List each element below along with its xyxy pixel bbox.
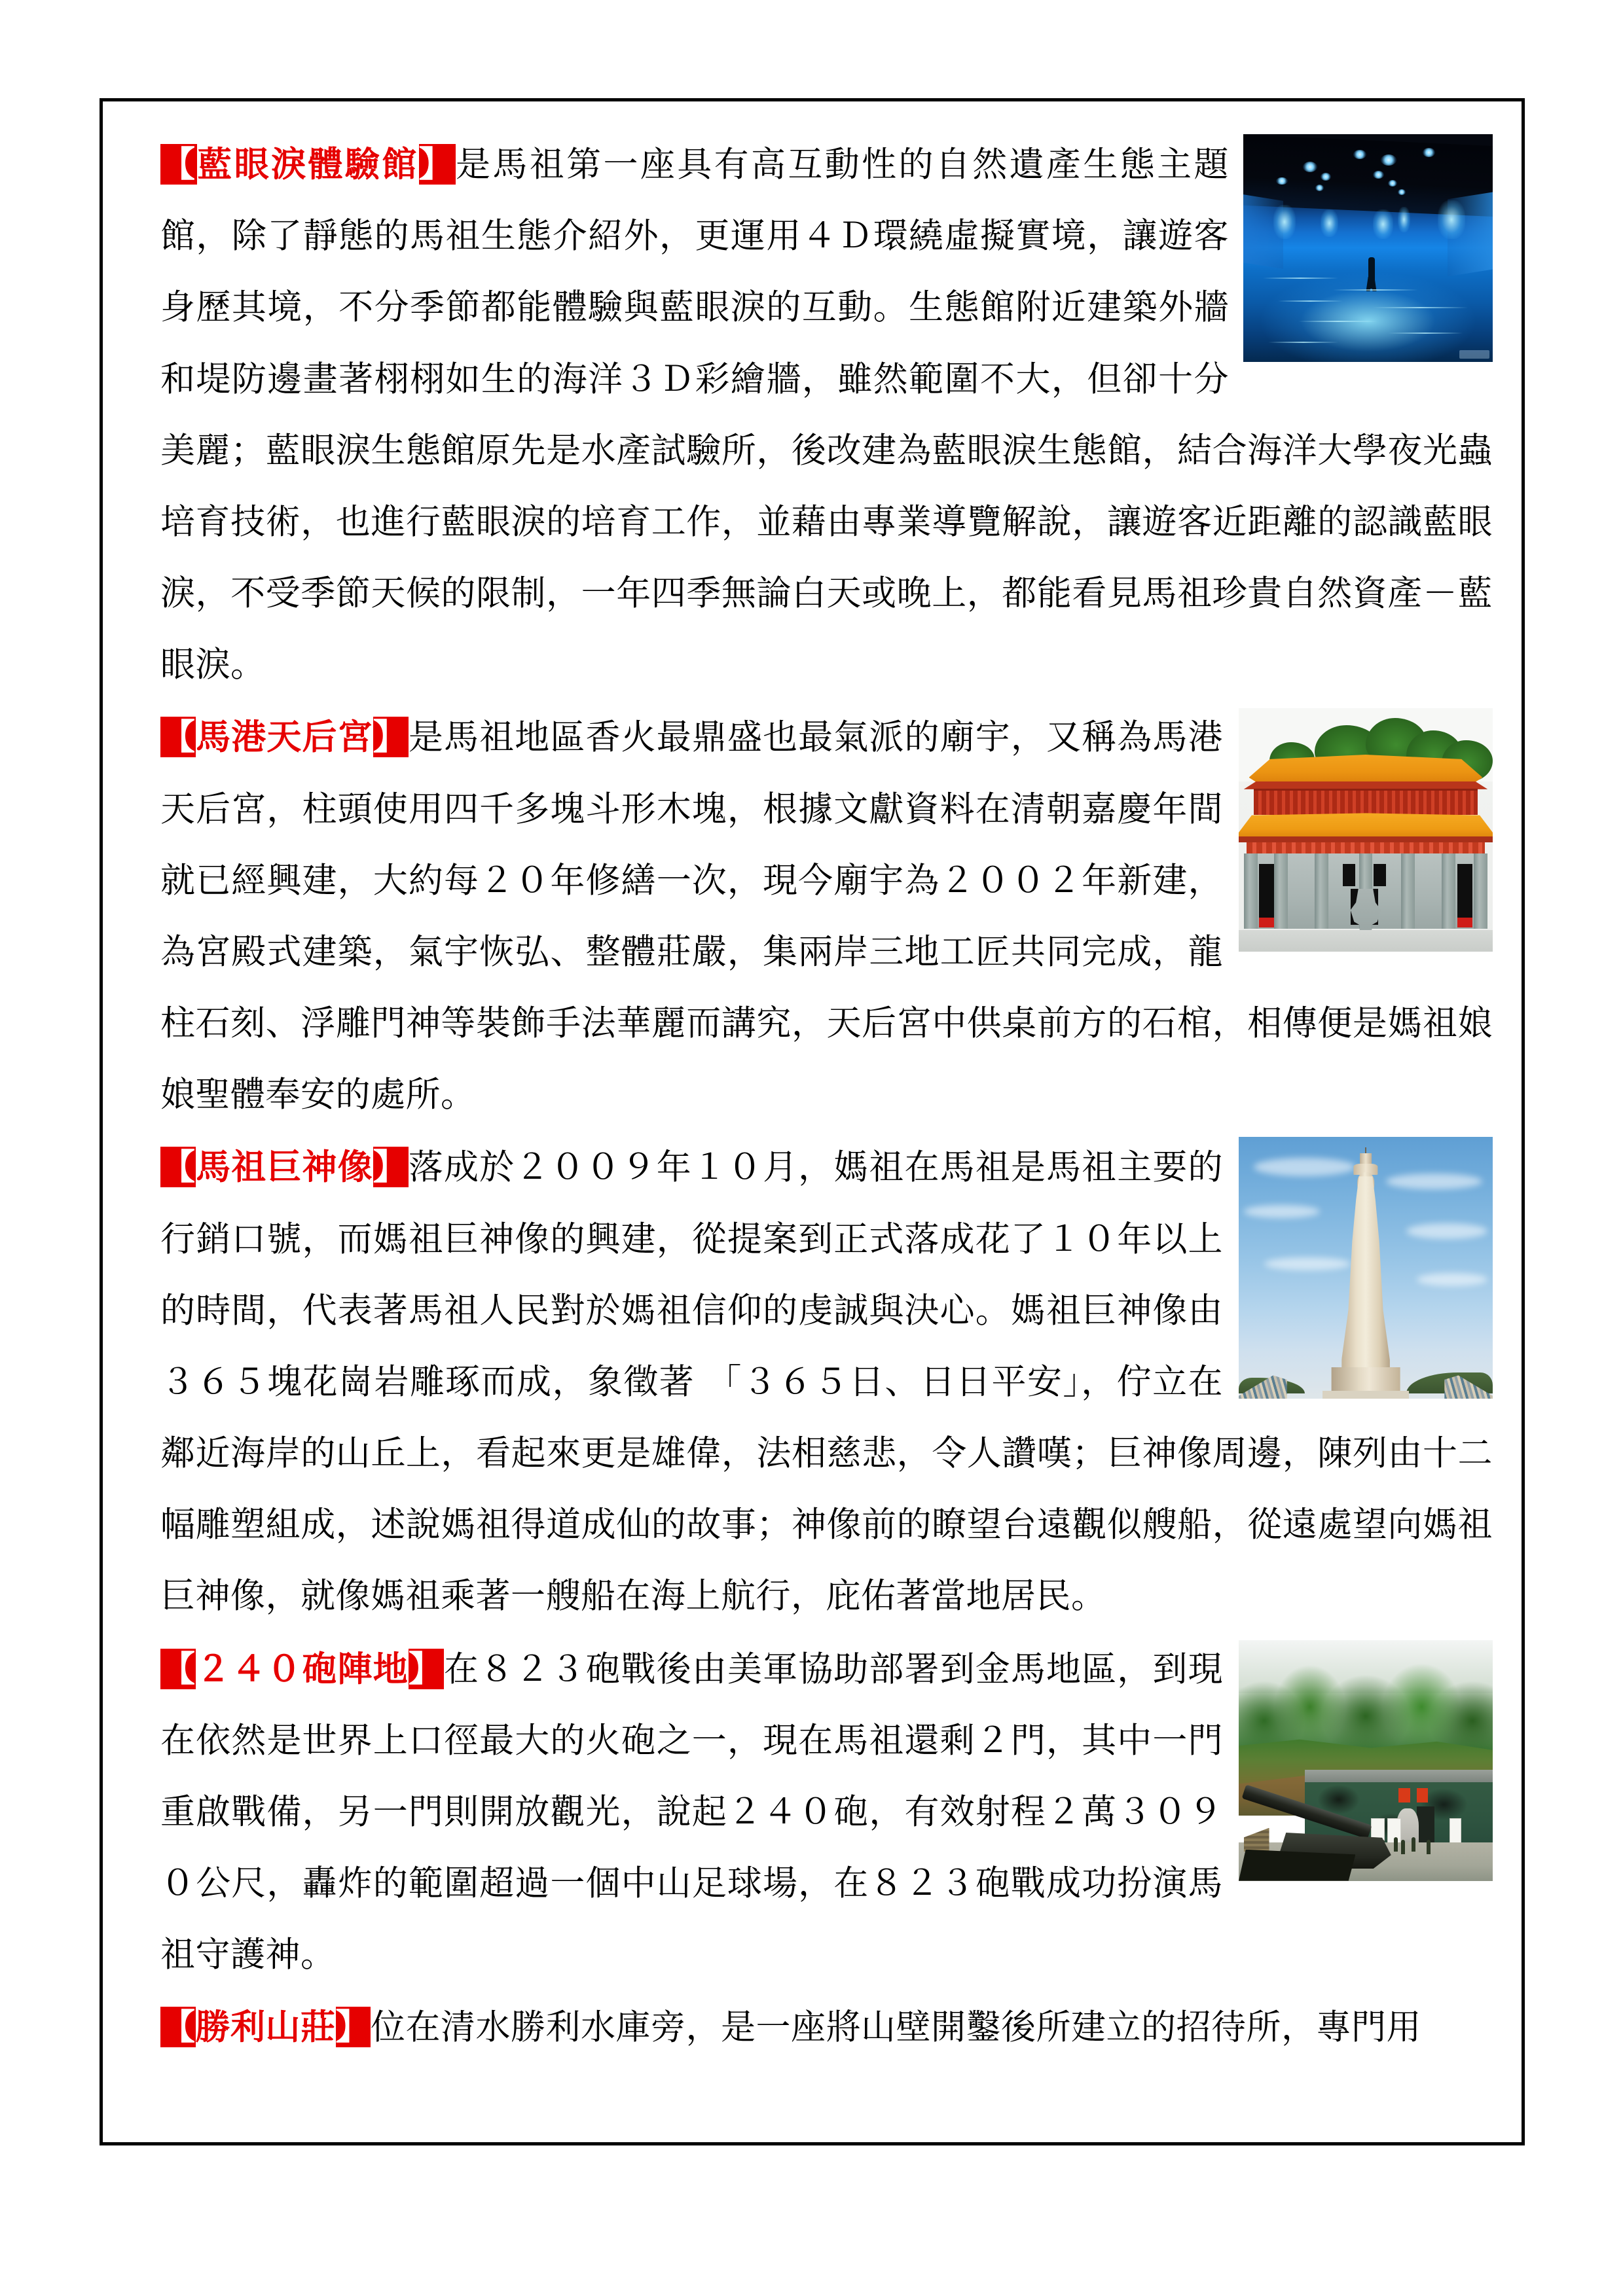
photo-frame [1243,134,1493,362]
photo-frame [1239,708,1493,952]
blue-tears-hall-illustration [1243,134,1493,362]
section-paragraph-shengli-villa [132,1992,1493,2063]
bracket-close-icon: 】 [373,1147,409,1188]
bracket-close-icon: 】 [335,2007,371,2048]
section-body-text: 位在清水勝利水庫旁，是一座將山壁開鑿後所建立的招待所，專門用 [371,2007,1421,2048]
bracket-open-icon: 【 [160,144,198,185]
document-body [132,129,1493,2064]
section-tag-label: ２４０砲陣地 [196,1648,409,1689]
240-artillery-position-photo [1239,1640,1493,1881]
mazu-statue-illustration [1239,1137,1493,1399]
bracket-open-icon: 【 [160,717,196,758]
bracket-open-icon: 【 [160,2007,196,2048]
section-tag-label: 馬港天后宮 [196,717,373,758]
section-tag-label: 藍眼淚體驗館 [197,144,419,185]
bracket-open-icon: 【 [160,1648,196,1689]
bracket-close-icon: 】 [408,1648,444,1689]
photo-frame [1239,1640,1493,1881]
section-tag-blue-tears [160,144,456,185]
section-tag-tianhou-temple [160,717,409,757]
mazu-giant-statue-photo [1239,1137,1493,1399]
temple-illustration [1239,708,1493,952]
section-tag-mazu-statue [160,1147,409,1187]
bracket-open-icon: 【 [160,1147,196,1188]
document-page [100,98,1525,2145]
section-tag-240-artillery [160,1649,444,1689]
photo-frame [1239,1137,1493,1399]
bracket-close-icon: 】 [373,717,409,758]
magang-tianhou-temple-photo [1239,708,1493,952]
bracket-close-icon: 】 [418,144,456,185]
section-body-text: 是馬祖地區香火最鼎盛也最氣派的廟宇，又稱為馬港天后宮，柱頭使用四千多塊斗形木塊，根據文獻資料在清朝嘉慶年間就已經興建，大約每２０年修繕一次，現今廟宇為２００２年新建，為宮殿式建築，氣宇恢弘、整體莊嚴，集兩岸三地工匠共同完成，龍柱石刻、浮雕門神等裝飾手法華麗而講究，天后宮中供桌前方的石棺，相傳便是媽祖娘娘聖體奉安的處所。 [160,717,1493,1115]
blue-tears-hall-photo [1243,134,1493,362]
section-tag-label: 馬祖巨神像 [196,1147,373,1188]
artillery-illustration [1239,1640,1493,1881]
page-content-area [103,101,1522,2142]
section-tag-label: 勝利山莊 [195,2007,336,2048]
section-body-text: 落成於２００９年１０月，媽祖在馬祖是馬祖主要的行銷口號，而媽祖巨神像的興建，從提案到正式落成花了１０年以上的時間，代表著馬祖人民對於媽祖信仰的虔誠與決心。媽祖巨神像由３６５塊花崗岩雕琢而成，象徵著 「３６５日、日日平安」，佇立在鄰近海岸的山丘上，看起來更是雄偉，法相慈悲，令人讚嘆；巨神像周邊，陳列由十二幅雕塑組成，述說媽祖得道成仙的故事；神像前的瞭望台遠觀似艘船，從遠處望向媽祖巨神像，就像媽祖乘著一艘船在海上航行，庇佑著當地居民。 [160,1147,1493,1617]
section-body-text: 是馬祖第一座具有高互動性的自然遺產生態主題館，除了靜態的馬祖生態介紹外，更運用４Ｄ環繞虛擬實境，讓遊客身歷其境，不分季節都能體驗與藍眼淚的互動。生態館附近建築外牆和堤防邊畫著栩栩如生的海洋３Ｄ彩繪牆，雖然範圍不大，但卻十分美麗；藍眼淚生態館原先是水產試驗所，後改建為藍眼淚生態館，結合海洋大學夜光蟲培育技術，也進行藍眼淚的培育工作，並藉由專業導覽解說，讓遊客近距離的認識藍眼淚，不受季節天候的限制，一年四季無論白天或晚上，都能看見馬祖珍貴自然資產－藍眼淚。 [160,145,1493,685]
section-tag-shengli-villa [160,2007,371,2047]
section-body-text: 在８２３砲戰後由美軍協助部署到金馬地區，到現在依然是世界上口徑最大的火砲之一，現在馬祖還剩２門，其中一門重啟戰備，另一門則開放觀光，說起２４０砲，有效射程２萬３０９０公尺，轟炸的範圍超過一個中山足球場，在８２３砲戰成功扮演馬祖守護神。 [160,1649,1224,1975]
